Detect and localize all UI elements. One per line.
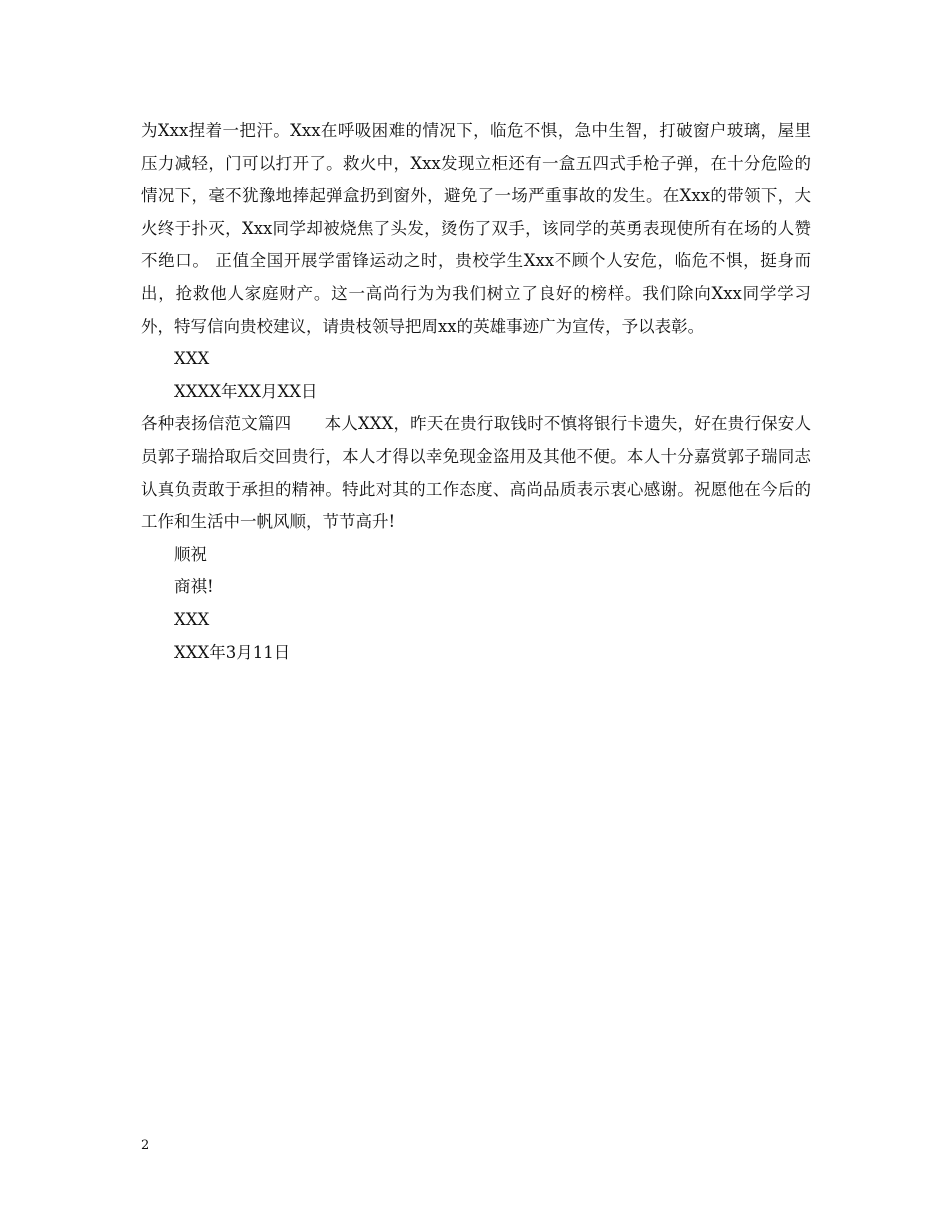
signature: XXX (174, 609, 210, 629)
body-paragraph: 为Xxx捏着一把汗。Xxx在呼吸困难的情况下，临危不惧，急中生智，打破窗户玻璃，屋里压力减轻，门可以打开了。救火中，Xxx发现立柜还有一盒五四式手枪子弹，在十分危险的情况下，毫不犹豫地捧起弹盒扔到窗外，避免了一场严重事故的发生。在Xxx的带领下，大火终于扑灭，Xxx同学却被烧焦了头发，烫伤了双手，该同学的英勇表现使所有在场的人赞不绝口。 正值全国开展学雷锋运动之时，贵校学生Xxx不顾个人安危，临危不惧，挺身而出，抢救他人家庭财产。这一高尚行为为我们树立了良好的榜样。我们除向Xxx同学学习外，特写信向贵校建议，请贵枝领导把周xx的英雄事迹广为宣传，予以表彰。 (141, 121, 811, 336)
section-title: 各种表扬信范文篇四 (141, 414, 292, 434)
page-number: 2 (141, 1138, 150, 1153)
closing-wish: 商祺! (174, 577, 214, 597)
section-paragraph (141, 408, 811, 538)
closing-salutation: 顺祝 (174, 544, 207, 564)
letter-date: XXXX年XX月XX日 (174, 381, 318, 401)
signature: XXX (174, 349, 210, 369)
letter-date: XXX年3月11日 (174, 642, 291, 662)
body-paragraph: 本人XXX，昨天在贵行取钱时不慎将银行卡遗失，好在贵行保安人员郭子瑞拾取后交回贵行，本人才得以幸免现金盗用及其他不便。本人十分嘉赏郭子瑞同志认真负责敢于承担的精神。特此对其的工作态度、高尚品质表示衷心感谢。祝愿他在今后的工作和生活中一帆风顺，节节高升! (141, 414, 811, 532)
document-body (141, 115, 811, 669)
